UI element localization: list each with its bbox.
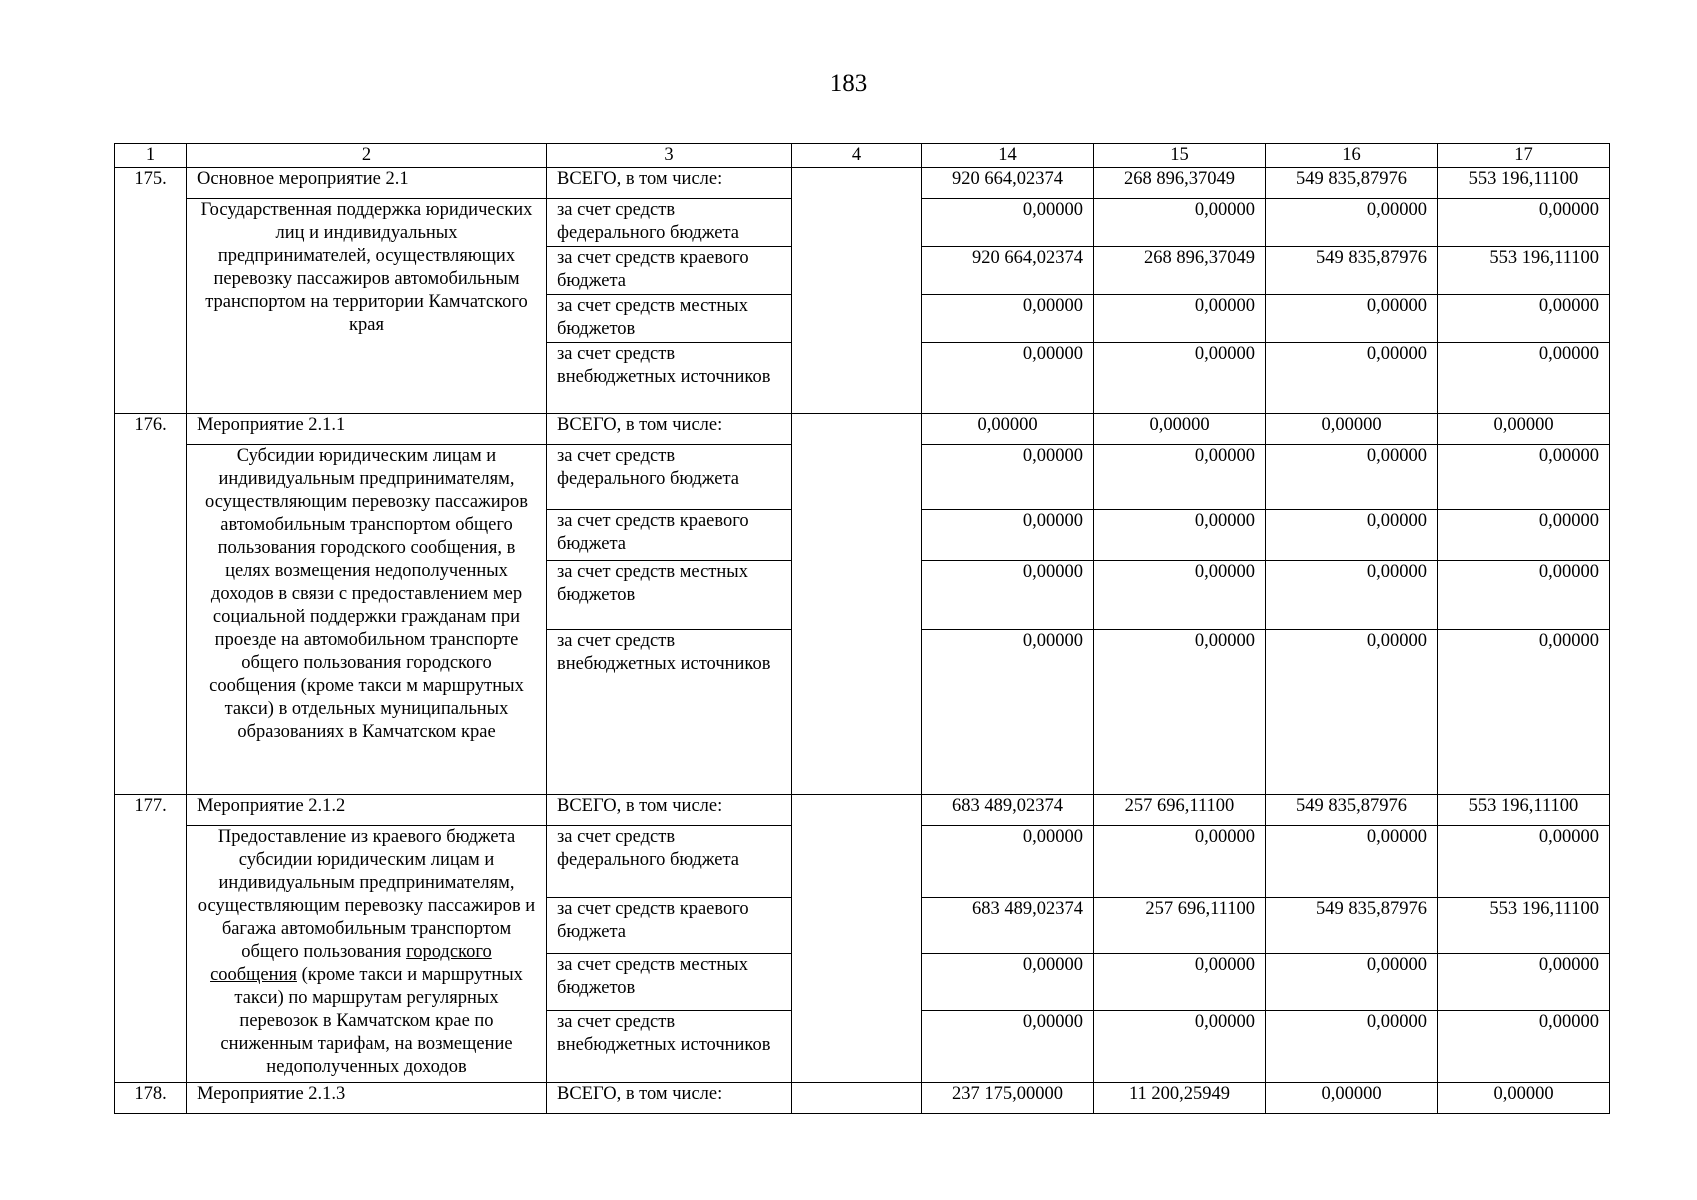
source-label: за счет средств краевого бюджета: [547, 898, 792, 954]
total-value: 553 196,11100: [1438, 168, 1610, 199]
source-label: за счет средств краевого бюджета: [547, 247, 792, 295]
empty-cell: [792, 1083, 922, 1114]
source-value: 0,00000: [1438, 561, 1610, 630]
total-value: 0,00000: [1438, 1083, 1610, 1114]
header-cell: 3: [547, 144, 792, 168]
source-value: 0,00000: [922, 343, 1094, 414]
source-value: 257 696,11100: [1094, 898, 1266, 954]
row-title: Мероприятие 2.1.3: [187, 1083, 547, 1114]
source-value: 0,00000: [1094, 445, 1266, 510]
source-value: 0,00000: [1266, 954, 1438, 1011]
row-title: Мероприятие 2.1.2: [187, 795, 547, 826]
total-value: 0,00000: [1266, 1083, 1438, 1114]
row-title: Мероприятие 2.1.1: [187, 414, 547, 445]
source-value: 0,00000: [1094, 630, 1266, 795]
total-label: ВСЕГО, в том числе:: [547, 795, 792, 826]
header-row: [115, 144, 1610, 168]
row-description: Субсидии юридическим лицам и индивидуальным предпринимателям, осуществляющим перевозку пассажиров автомобильным транспортом общего пользования городского сообщения, в целях возмещения недополученных доходов в связи с предоставлением мер социальной поддержки гражданам при проезде на автомобильном транспорте общего пользования городского сообщения (кроме такси м маршрутных такси) в отдельных муниципальных образованиях в Камчатском крае: [187, 445, 547, 795]
row-title: Основное мероприятие 2.1: [187, 168, 547, 199]
source-label: за счет средств федерального бюджета: [547, 445, 792, 510]
source-value: 0,00000: [1266, 630, 1438, 795]
source-value: 0,00000: [922, 630, 1094, 795]
row-description: Государственная поддержка юридических лиц и индивидуальных предпринимателей, осуществляющих перевозку пассажиров автомобильным транспортом на территории Камчатского края: [187, 199, 547, 414]
source-label: за счет средств местных бюджетов: [547, 561, 792, 630]
description-text: (кроме такси и маршрутных такси) по маршрутам регулярных перевозок в Камчатском крае по сниженным тарифам, на возмещение недополученных доходов: [220, 965, 523, 1077]
header-cell: 4: [792, 144, 922, 168]
total-value: 0,00000: [1094, 414, 1266, 445]
source-value: 0,00000: [1266, 445, 1438, 510]
total-value: 0,00000: [922, 414, 1094, 445]
source-label: за счет средств внебюджетных источников: [547, 343, 792, 414]
source-value: 0,00000: [1266, 199, 1438, 247]
total-value: 549 835,87976: [1266, 168, 1438, 199]
source-value: 0,00000: [1266, 343, 1438, 414]
source-value: 0,00000: [1266, 1011, 1438, 1083]
source-value: 0,00000: [1266, 510, 1438, 561]
row-number: 175.: [115, 168, 187, 414]
total-value: 549 835,87976: [1266, 795, 1438, 826]
source-value: 0,00000: [922, 295, 1094, 343]
header-cell: 17: [1438, 144, 1610, 168]
source-value: 0,00000: [922, 445, 1094, 510]
total-label: ВСЕГО, в том числе:: [547, 414, 792, 445]
source-value: 0,00000: [1094, 561, 1266, 630]
source-value: 0,00000: [1094, 510, 1266, 561]
total-value: 683 489,02374: [922, 795, 1094, 826]
source-value: 0,00000: [1266, 561, 1438, 630]
source-value: 0,00000: [1438, 295, 1610, 343]
source-label: за счет средств местных бюджетов: [547, 954, 792, 1011]
source-value: 0,00000: [1094, 954, 1266, 1011]
source-value: 0,00000: [1438, 445, 1610, 510]
total-label: ВСЕГО, в том числе:: [547, 168, 792, 199]
source-label: за счет средств федерального бюджета: [547, 199, 792, 247]
description-text: Предоставление из краевого бюджета субсидии юридическим лицам и индивидуальным предпринимателям, осуществляющим перевозку пассажиров и багажа автомобильным транспортом общего пользования: [197, 827, 536, 962]
header-cell: 1: [115, 144, 187, 168]
source-value: 0,00000: [1094, 343, 1266, 414]
total-value: 920 664,02374: [922, 168, 1094, 199]
total-value: 268 896,37049: [1094, 168, 1266, 199]
header-cell: 16: [1266, 144, 1438, 168]
total-value: 11 200,25949: [1094, 1083, 1266, 1114]
source-value: 549 835,87976: [1266, 247, 1438, 295]
source-value: 0,00000: [1438, 343, 1610, 414]
source-value: 0,00000: [922, 199, 1094, 247]
source-value: 920 664,02374: [922, 247, 1094, 295]
row-number: 176.: [115, 414, 187, 795]
total-value: 0,00000: [1266, 414, 1438, 445]
source-value: 0,00000: [1094, 826, 1266, 898]
source-value: 0,00000: [1438, 954, 1610, 1011]
underlined-text: городского сообщения: [210, 942, 492, 985]
row-description: [187, 826, 547, 1083]
source-value: 0,00000: [922, 954, 1094, 1011]
source-value: 268 896,37049: [1094, 247, 1266, 295]
budget-table: [114, 143, 1610, 1114]
table-row: [115, 414, 1610, 445]
source-label: за счет средств внебюджетных источников: [547, 1011, 792, 1083]
page-number: 183: [829, 70, 868, 97]
source-value: 0,00000: [1094, 199, 1266, 247]
row-number: 178.: [115, 1083, 187, 1114]
source-value: 0,00000: [1438, 1011, 1610, 1083]
header-cell: 2: [187, 144, 547, 168]
table-row: [115, 168, 1610, 199]
empty-cell: [792, 795, 922, 1083]
source-value: 553 196,11100: [1438, 247, 1610, 295]
total-label: ВСЕГО, в том числе:: [547, 1083, 792, 1114]
header-cell: 15: [1094, 144, 1266, 168]
source-value: 0,00000: [922, 561, 1094, 630]
total-value: 257 696,11100: [1094, 795, 1266, 826]
empty-cell: [792, 414, 922, 795]
source-value: 0,00000: [1438, 199, 1610, 247]
source-label: за счет средств краевого бюджета: [547, 510, 792, 561]
empty-cell: [792, 168, 922, 414]
header-cell: 14: [922, 144, 1094, 168]
source-value: 0,00000: [922, 826, 1094, 898]
source-label: за счет средств местных бюджетов: [547, 295, 792, 343]
source-label: за счет средств внебюджетных источников: [547, 630, 792, 795]
source-value: 0,00000: [1438, 510, 1610, 561]
source-value: 0,00000: [1094, 295, 1266, 343]
total-value: 237 175,00000: [922, 1083, 1094, 1114]
source-value: 0,00000: [1266, 826, 1438, 898]
total-value: 0,00000: [1438, 414, 1610, 445]
total-value: 553 196,11100: [1438, 795, 1610, 826]
source-value: 683 489,02374: [922, 898, 1094, 954]
source-value: 0,00000: [1438, 826, 1610, 898]
source-label: за счет средств федерального бюджета: [547, 826, 792, 898]
source-value: 0,00000: [922, 510, 1094, 561]
row-number: 177.: [115, 795, 187, 1083]
source-value: 0,00000: [1266, 295, 1438, 343]
table-row: [115, 795, 1610, 826]
source-value: 0,00000: [1438, 630, 1610, 795]
table-row: [115, 1083, 1610, 1114]
source-value: 0,00000: [922, 1011, 1094, 1083]
source-value: 0,00000: [1094, 1011, 1266, 1083]
source-value: 549 835,87976: [1266, 898, 1438, 954]
source-value: 553 196,11100: [1438, 898, 1610, 954]
